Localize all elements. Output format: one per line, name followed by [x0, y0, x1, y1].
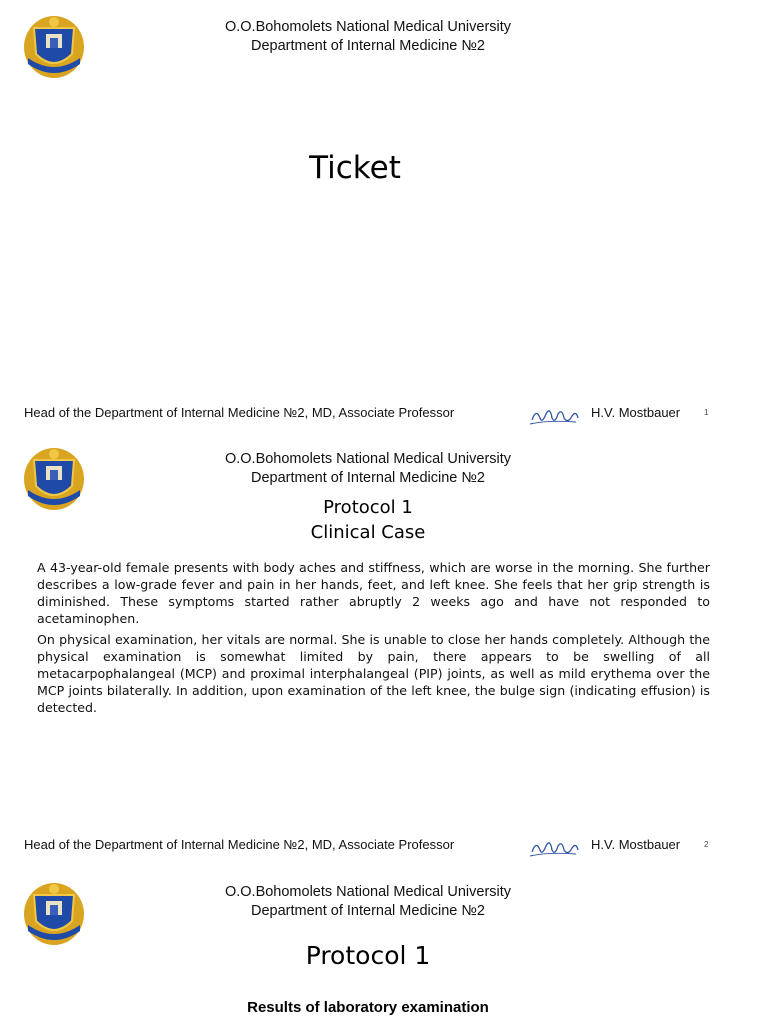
university-crest-icon	[22, 881, 86, 947]
university-header	[150, 450, 586, 488]
ticket-title: Ticket	[309, 150, 401, 186]
university-header	[150, 18, 586, 56]
page-footer	[0, 837, 768, 861]
protocol-title: Protocol 1	[323, 497, 413, 518]
university-crest-icon	[22, 14, 86, 80]
page-2	[0, 432, 768, 865]
head-name: H.V. Mostbauer	[591, 405, 681, 420]
signature-icon	[528, 402, 582, 428]
university-crest-icon	[22, 446, 86, 512]
department-name: Department of Internal Medicine №2	[251, 470, 485, 486]
protocol-title: Protocol 1	[305, 941, 431, 970]
university-header	[150, 883, 586, 921]
university-name: O.O.Bohomolets National Medical University	[224, 19, 512, 35]
clinical-case-title: Clinical Case	[310, 522, 426, 543]
department-name: Department of Internal Medicine №2	[251, 38, 485, 54]
page-number: 2	[704, 840, 709, 849]
clinical-case-text	[37, 559, 710, 720]
page-1	[0, 0, 768, 432]
laboratory-results-title: Results of laboratory examination	[247, 999, 489, 1016]
case-paragraph: On physical examination, her vitals are normal. She is unable to close her hands completely. Although the physical examination is somewhat limited by pain, there appears to be swelling of all metacarpophalangeal (MCP) and proximal interphalangeal (PIP) joints, as well as mild erythema over the MCP joints bilaterally. In addition, upon examination of the left knee, the bulge sign (indicating effusion) is detected.	[37, 632, 710, 715]
page-number: 1	[704, 408, 709, 417]
head-name: H.V. Mostbauer	[591, 837, 681, 852]
university-name: O.O.Bohomolets National Medical University	[224, 451, 512, 467]
department-name: Department of Internal Medicine №2	[251, 903, 485, 919]
case-paragraph: A 43-year-old female presents with body aches and stiffness, which are worse in the morning. She further describes a low-grade fever and pain in her hands, feet, and left knee. She feels that her grip strength is diminished. These symptoms started rather abruptly 2 weeks ago and have not responded to acetaminophen.	[37, 560, 710, 626]
head-of-department-title: Head of the Department of Internal Medicine №2, MD, Associate Professor	[24, 405, 455, 420]
university-name: O.O.Bohomolets National Medical University	[224, 884, 512, 900]
head-of-department-title: Head of the Department of Internal Medicine №2, MD, Associate Professor	[24, 837, 455, 852]
page-footer	[0, 405, 768, 429]
page-3	[0, 865, 768, 1024]
protocol-heading	[150, 495, 586, 545]
signature-icon	[528, 834, 582, 860]
